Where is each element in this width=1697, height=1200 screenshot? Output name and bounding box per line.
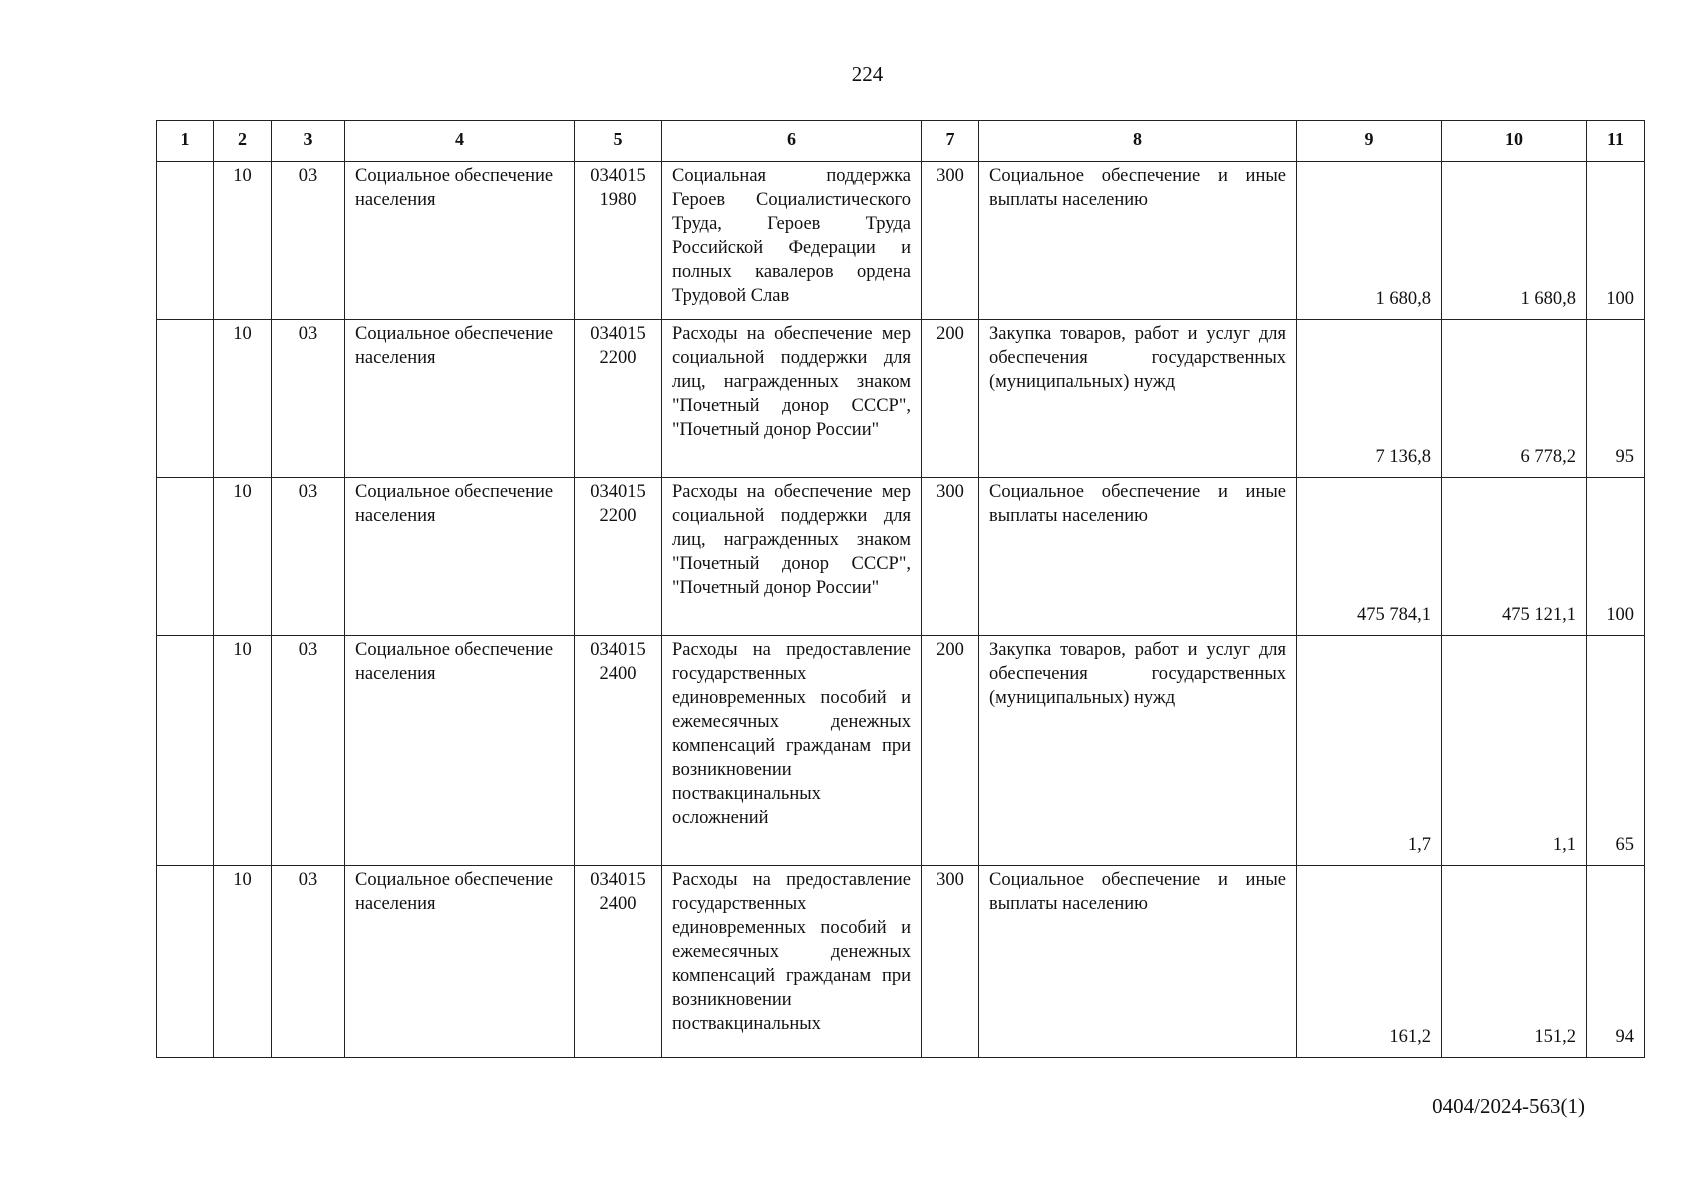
table-row — [157, 866, 1645, 1058]
cell-subsection: 03 — [272, 320, 345, 478]
cell-planned-amount: 1,7 — [1297, 636, 1442, 866]
cell-section: 10 — [214, 478, 272, 636]
cell-expense-type: 200 — [922, 636, 979, 866]
cell-col-1 — [157, 320, 214, 478]
cell-expense-type-name: Закупка товаров, работ и услуг для обеспечения государственных (муниципальных) нужд — [979, 320, 1297, 478]
target-code-part-2: 1980 — [599, 190, 637, 210]
cell-percent: 95 — [1587, 320, 1645, 478]
table-header-row — [157, 121, 1645, 162]
target-code-part-2: 2200 — [599, 348, 637, 368]
header-col-8: 8 — [979, 121, 1297, 162]
cell-actual-amount: 1,1 — [1442, 636, 1587, 866]
cell-section: 10 — [214, 636, 272, 866]
page-number: 224 — [851, 62, 884, 86]
target-code-part-1: 034015 — [590, 482, 646, 502]
cell-section: 10 — [214, 320, 272, 478]
cell-expense-type-name: Социальное обеспечение и иные выплаты населению — [979, 866, 1297, 1058]
cell-planned-amount: 475 784,1 — [1297, 478, 1442, 636]
target-code-part-1: 034015 — [590, 166, 646, 186]
cell-subsection-name: Социальное обеспечение населения — [345, 320, 575, 478]
header-col-6: 6 — [662, 121, 922, 162]
cell-subsection: 03 — [272, 478, 345, 636]
target-code-part-2: 2200 — [599, 506, 637, 526]
header-col-5: 5 — [575, 121, 662, 162]
target-code-part-1: 034015 — [590, 640, 646, 660]
cell-subsection-name: Социальное обеспечение населения — [345, 162, 575, 320]
cell-actual-amount: 6 778,2 — [1442, 320, 1587, 478]
cell-subsection: 03 — [272, 162, 345, 320]
header-col-10: 10 — [1442, 121, 1587, 162]
cell-expense-type: 200 — [922, 320, 979, 478]
cell-actual-amount: 1 680,8 — [1442, 162, 1587, 320]
cell-section: 10 — [214, 162, 272, 320]
cell-target-code — [575, 866, 662, 1058]
cell-target-name: Расходы на обеспечение мер социальной поддержки для лиц, награжденных знаком "Почетный донор СССР", "Почетный донор России" — [662, 320, 922, 478]
table-row — [157, 320, 1645, 478]
header-col-2: 2 — [214, 121, 272, 162]
cell-subsection-name: Социальное обеспечение населения — [345, 866, 575, 1058]
cell-expense-type-name: Социальное обеспечение и иные выплаты населению — [979, 162, 1297, 320]
cell-subsection: 03 — [272, 866, 345, 1058]
cell-expense-type-name: Закупка товаров, работ и услуг для обеспечения государственных (муниципальных) нужд — [979, 636, 1297, 866]
cell-percent: 100 — [1587, 162, 1645, 320]
cell-col-1 — [157, 636, 214, 866]
header-col-4: 4 — [345, 121, 575, 162]
cell-target-name: Расходы на обеспечение мер социальной поддержки для лиц, награжденных знаком "Почетный донор СССР", "Почетный донор России" — [662, 478, 922, 636]
budget-table — [156, 120, 1645, 1058]
cell-planned-amount: 1 680,8 — [1297, 162, 1442, 320]
cell-subsection-name: Социальное обеспечение населения — [345, 636, 575, 866]
cell-percent: 100 — [1587, 478, 1645, 636]
target-code-part-2: 2400 — [599, 664, 637, 684]
table-row — [157, 478, 1645, 636]
header-col-3: 3 — [272, 121, 345, 162]
cell-subsection-name: Социальное обеспечение населения — [345, 478, 575, 636]
cell-col-1 — [157, 162, 214, 320]
cell-target-code — [575, 162, 662, 320]
header-col-9: 9 — [1297, 121, 1442, 162]
cell-planned-amount: 7 136,8 — [1297, 320, 1442, 478]
table-row — [157, 636, 1645, 866]
cell-target-code — [575, 636, 662, 866]
cell-percent: 94 — [1587, 866, 1645, 1058]
cell-target-name: Расходы на предоставление государственных единовременных пособий и ежемесячных денежных компенсаций гражданам при возникновении поствакцинальных — [662, 866, 922, 1058]
cell-actual-amount: 475 121,1 — [1442, 478, 1587, 636]
cell-expense-type: 300 — [922, 162, 979, 320]
cell-expense-type-name: Социальное обеспечение и иные выплаты населению — [979, 478, 1297, 636]
cell-expense-type: 300 — [922, 866, 979, 1058]
cell-planned-amount: 161,2 — [1297, 866, 1442, 1058]
cell-expense-type: 300 — [922, 478, 979, 636]
cell-target-name: Социальная поддержка Героев Социалистического Труда, Героев Труда Российской Федерации и полных кавалеров ордена Трудовой Слав — [662, 162, 922, 320]
target-code-part-2: 2400 — [599, 894, 637, 914]
cell-target-code — [575, 478, 662, 636]
document-code: 0404/2024-563(1) — [1432, 1094, 1585, 1118]
table-row — [157, 162, 1645, 320]
target-code-part-1: 034015 — [590, 870, 646, 890]
target-code-part-1: 034015 — [590, 324, 646, 344]
cell-col-1 — [157, 866, 214, 1058]
cell-section: 10 — [214, 866, 272, 1058]
header-col-7: 7 — [922, 121, 979, 162]
cell-actual-amount: 151,2 — [1442, 866, 1587, 1058]
cell-subsection: 03 — [272, 636, 345, 866]
cell-percent: 65 — [1587, 636, 1645, 866]
cell-target-code — [575, 320, 662, 478]
cell-col-1 — [157, 478, 214, 636]
header-col-1: 1 — [157, 121, 214, 162]
cell-target-name: Расходы на предоставление государственных единовременных пособий и ежемесячных денежных компенсаций гражданам при возникновении поствакцинальных осложнений — [662, 636, 922, 866]
header-col-11: 11 — [1587, 121, 1645, 162]
